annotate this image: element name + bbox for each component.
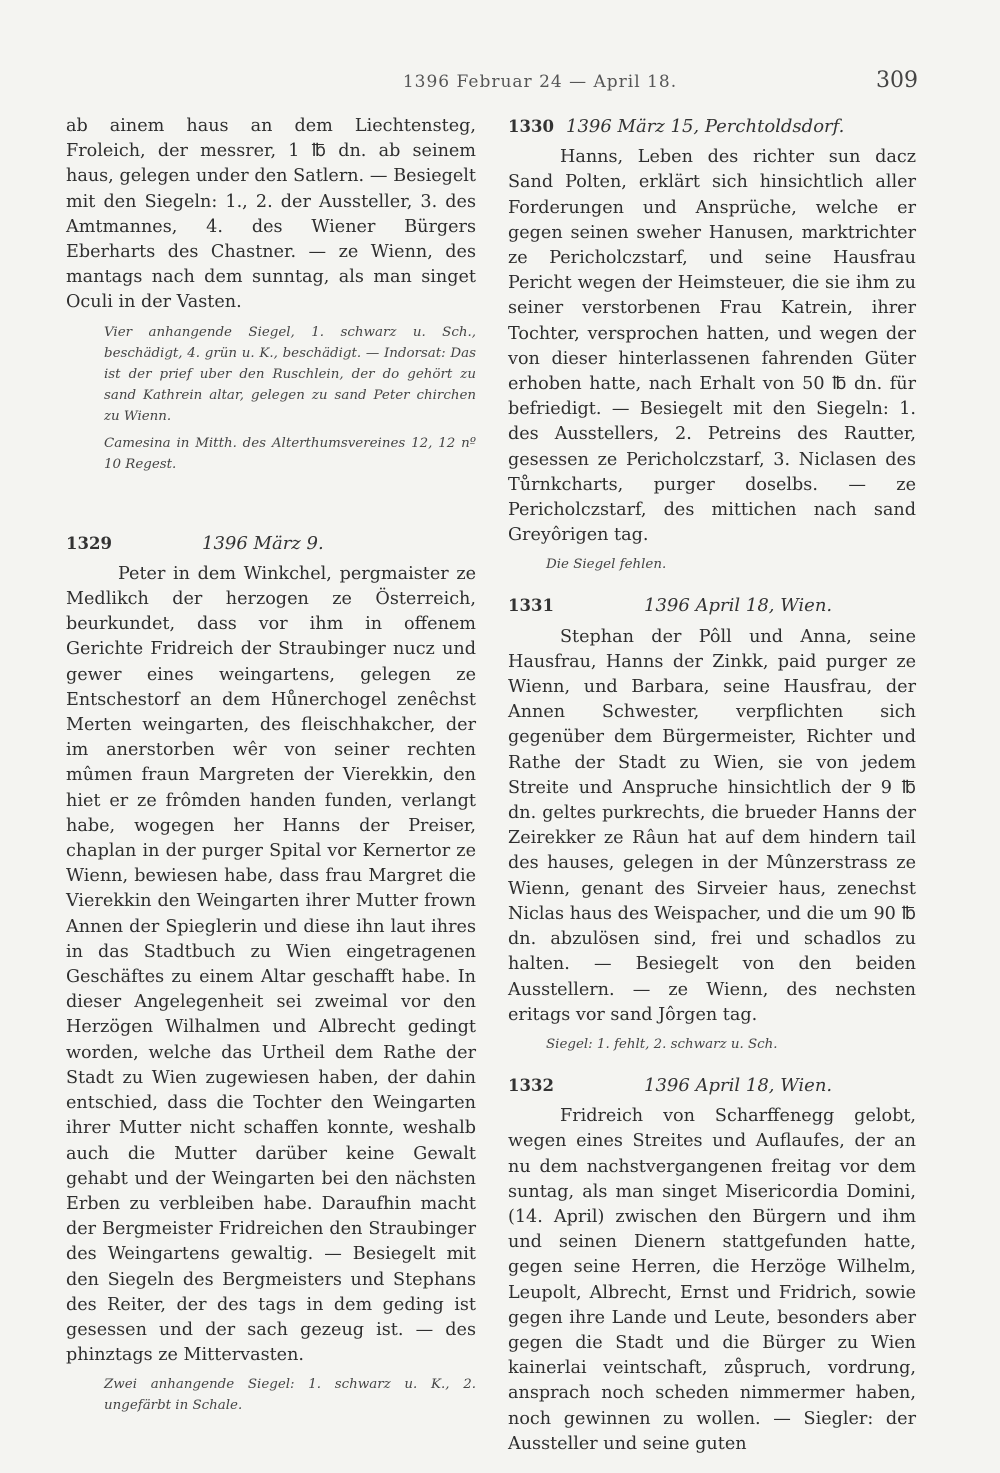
entry-heading — [66, 531, 476, 556]
entry-date: 1396 März 9. — [202, 532, 324, 554]
right-column — [508, 114, 916, 1457]
entry-number: 1331 — [508, 596, 554, 616]
spacer — [508, 1055, 916, 1073]
entry-date: 1396 April 18, Wien. — [644, 1074, 833, 1096]
entry-date: 1396 März 15, Perchtoldsdorf. — [566, 116, 845, 137]
entry-1332 — [508, 1073, 916, 1457]
entry-number: 1330 — [508, 117, 554, 136]
seal-note-text: Vier anhangende Siegel, 1. schwarz u. Sch., beschädigt, 4. grün u. K., beschädigt. — Indorsat: Das ist der prief uber den Ruschlein, der do gehört zu sand Kathrein altar, gelegen zu sand Peter chirchen zu Wienn. — [104, 324, 476, 424]
entry-body: Peter in dem Winkchel, pergmaister ze Medlikch der herzogen ze Österreich, beurkundet, dass vor ihm in offenem Gerichte Fridreich der Straubinger nucz und gewer eines weingartens, gelegen ze Entschestorf an dem Hůnerchogel zenêchst Merten weingarten, des fleischhakcher, der im anerstorben wêr von seiner rechten mûmen fraun Margreten der Vierekkin, den hiet er ze frômden handen funden, verlangt habe, wogegen her Hanns der Preiser, chaplan in der purger Spital vor Kernertor ze Wienn, bewiesen habe, dass frau Margret die Vierekkin den Weingarten ihrer Mutter frown Annen der Spieglerin und diese ihn laut ihres in das Stadtbuch zu Wien eingetragenen Geschäftes zu einem Altar geschafft habe. In dieser Angelegenheit sei zweimal vor den Herzögen Wilhalmen und Albrecht gedingt worden, welche das Urtheil dem Rathe der Stadt zu Wien zugewiesen haben, der dahin entschied, dass die Tochter den Weingarten ihrer Mutter nicht schaffen konnte, weshalb auch die Mutter darüber keine Gewalt gehabt und der Weingarten bei den nächsten Erben zu verbleiben habe. Daraufhin macht der Bergmeister Fridreichen den Straubinger des Weingartens gewaltig. — Besiegelt mit den Siegeln des Bergmeisters und Stephans des Reiter, der des tags in dem geding ist gesessen und der sach gezeug ist. — des phinztags ze Mittervasten. — [66, 563, 476, 1366]
entry-date: 1396 April 18, Wien. — [644, 595, 833, 617]
reference-note-text: Camesina in Mitth. des Alterthumsvereines 12, 12 nº 10 Regest. — [104, 435, 476, 472]
entry-number: 1332 — [508, 1075, 554, 1095]
page-number: 309 — [876, 68, 918, 93]
entry-1330 — [508, 114, 916, 575]
running-head — [0, 68, 1000, 98]
entry-note — [66, 1374, 476, 1416]
entry-heading — [508, 593, 916, 618]
seal-note — [66, 322, 476, 427]
left-column — [66, 114, 476, 1416]
entry-body: Fridreich von Scharffenegg gelobt, wegen eines Streites und Auflaufes, der an nu dem nachstvergangenen freitag vor dem suntag, als man singet Misericordia Domini, (14. April) zwischen den Bürgern und ihm und seinen Dienern stattgefunden hatte, gegen seine Herren, die Herzöge Wilhelm, Leupolt, Albrecht, Ernst und Fridrich, sowie gegen ihre Lande und Leute, besonders aber gegen die Stadt und die Bürger zu Wien kainerlai veintschaft, zůspruch, vordrung, ansprach noch scheden nimmermer haben, noch gewinnen zu wollen. — Siegler: der Aussteller und seine guten — [508, 1106, 916, 1454]
entry-note — [508, 554, 916, 575]
reference-note — [66, 433, 476, 475]
entry-number: 1329 — [66, 533, 112, 553]
entry-1331 — [508, 593, 916, 1054]
entry-heading — [508, 114, 916, 139]
entry-heading — [508, 1073, 916, 1098]
spacer — [66, 475, 476, 531]
entry-note-text: Siegel: 1. fehlt, 2. schwarz u. Sch. — [546, 1036, 778, 1052]
continuation-paragraph: ab ainem haus an dem Liechtensteg, Froleich, der messrer, 1 ℔ dn. ab seinem haus, gelegen under den Satlern. — Besiegelt mit den Siegeln: 1., 2. der Aussteller, 3. des Amtmannes, 4. des Wiener Bürgers Eberharts des Chastner. — ze Wienn, des mantags nach dem sunntag, als man singet Oculi in der Vasten. — [66, 116, 476, 313]
entry-note-text: Die Siegel fehlen. — [546, 557, 667, 573]
running-head-date-range: 1396 Februar 24 — April 18. — [402, 72, 678, 92]
entry-note — [508, 1034, 916, 1055]
spacer — [508, 575, 916, 593]
entry-1329 — [66, 531, 476, 1417]
entry-body: Stephan der Pôll und Anna, seine Hausfrau, Hanns der Zinkk, paid purger ze Wienn, und Barbara, seine Hausfrau, der Annen Schwester, verpflichten sich gegenüber dem Bürgermeister, Richter und Rathe der Stadt zu Wien, sie von jedem Streite und Anspruche hinsichtlich der 9 ℔ dn. geltes purkrechts, die brueder Hanns der Zeirekker ze Râun hat auf dem hindern tail des hauses, gelegen in der Mûnzerstrass ze Wienn, genant des Sirveier haus, zenechst Niclas haus des Weispacher, und die um 90 ℔ dn. abzulösen sind, frei und schadlos zu halten. — Besiegelt von den beiden Ausstellern. — ze Wienn, des nechsten eritags vor sand Jôrgen tag. — [508, 626, 916, 1025]
entry-body: Hanns, Leben des richter sun dacz Sand Polten, erklärt sich hinsichtlich aller Forderungen und Ansprüche, welche er gegen seinen sweher Hanusen, marktrichter ze Pericholczstarf, und seine Hausfrau Pericht wegen der Heimsteuer, die sie ihm zu seiner verstorbenen Frau Katrein, ihrer Tochter, versprochen hatten, und wegen der von dieser hinterlassenen fahrenden Güter erhoben hatte, nach Erhalt von 50 ℔ dn. für befriedigt. — Besiegelt mit den Siegeln: 1. des Ausstellers, 2. Petreins des Rautter, gesessen ze Pericholczstarf, 3. Niclasen des Tůrnkcharts, purger doselbs. — ze Pericholczstarf, des mittichen nach sand Greyôrigen tag. — [508, 147, 916, 546]
entry-note-text: Zwei anhangende Siegel: 1. schwarz u. K., 2. ungefärbt in Schale. — [104, 1377, 476, 1414]
